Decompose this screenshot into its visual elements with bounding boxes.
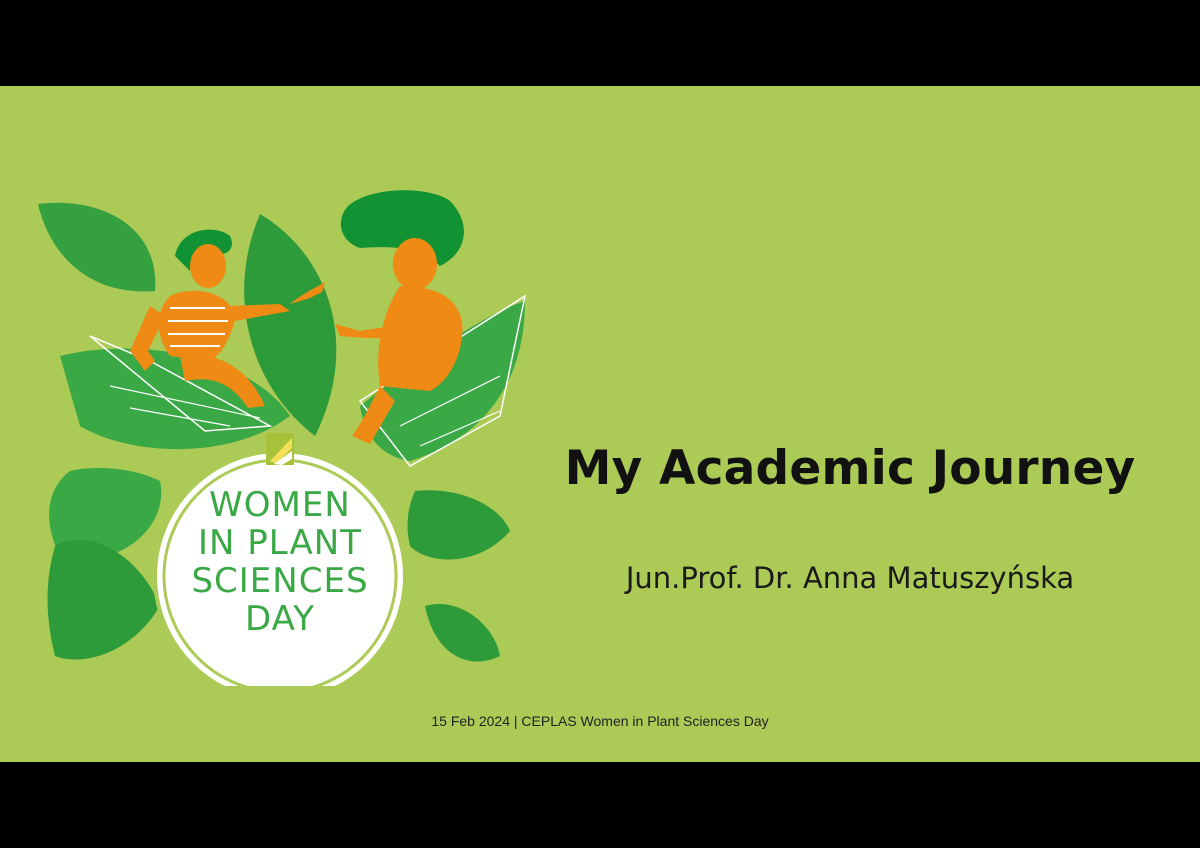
leaf-icon (38, 203, 155, 292)
slide-footer: 15 Feb 2024 | CEPLAS Women in Plant Sciences Day (431, 713, 769, 729)
presentation-slide (0, 86, 1200, 762)
logo-line-women: WOMEN (209, 485, 351, 525)
slide-title: My Academic Journey (564, 441, 1136, 496)
leaf-icon (425, 604, 500, 662)
leaf-icon (48, 540, 161, 660)
logo-line-day: DAY (245, 599, 315, 639)
logo-line-in-plant: IN PLANT (198, 523, 362, 563)
ceplas-logo-icon (266, 433, 294, 465)
letterbox-top (0, 0, 1200, 86)
event-logo-badge (155, 433, 405, 686)
women-in-plant-sciences-illustration (30, 186, 530, 686)
presenter-name: Jun.Prof. Dr. Anna Matuszyńska (625, 561, 1075, 595)
leaf-icon (408, 490, 510, 559)
letterbox-bottom (0, 762, 1200, 848)
logo-line-sciences: SCIENCES (191, 561, 369, 601)
